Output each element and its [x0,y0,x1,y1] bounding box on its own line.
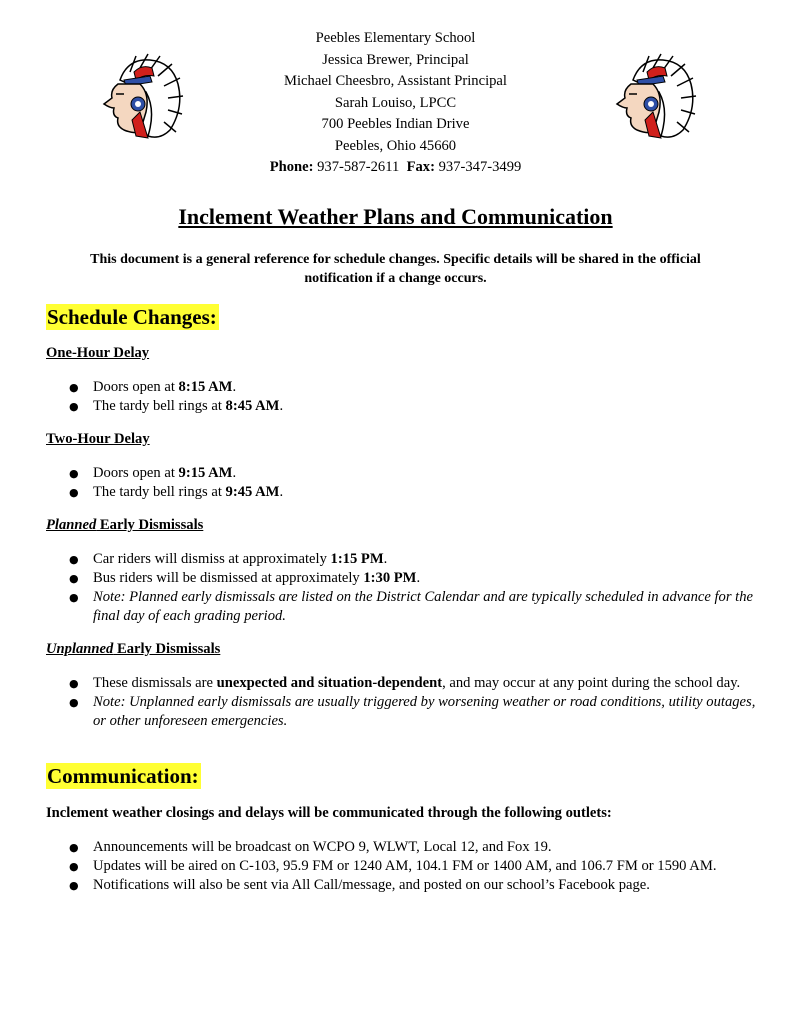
intro-paragraph: This document is a general reference for schedule changes. Specific details will be shared in the official notification if a change occurs. [90,252,701,286]
planned-early-dismissals-heading: Planned Early Dismissals [46,517,204,533]
list-item: ● These dismissals are unexpected and situation-dependent, and may occur at any point during the school day. [46,674,756,693]
list-item: ● Announcements will be broadcast on WCPO 9, WLWT, Local 12, and Fox 19. [46,838,756,857]
unplanned-dismissals-note: ● Note: Unplanned early dismissals are usually triggered by worsening weather or road conditions, utility outages, or other unforeseen emergencies. [46,693,756,731]
one-hour-delay-list [46,378,756,416]
one-hour-delay-heading: One-Hour Delay [46,345,150,361]
list-item: ● Updates will be aired on C-103, 95.9 FM or 1240 AM, 104.1 FM or 1400 AM, and 106.7 FM or 1590 AM. [46,857,756,876]
list-item: ● Car riders will dismiss at approximately 1:15 PM. [46,550,756,569]
letterhead [0,28,791,179]
fax-number: 937-347-3499 [438,159,522,175]
planned-dismissals-list [46,550,756,626]
communication-lead: Inclement weather closings and delays will be communicated through the following outlets: [46,805,612,821]
school-name: Peebles Elementary School [315,30,476,46]
list-item: ● Bus riders will be dismissed at approximately 1:30 PM. [46,569,756,588]
communication-list [46,838,756,895]
unplanned-early-dismissals-heading: Unplanned Early Dismissals [46,641,221,657]
phone-number: 937-587-2611 [317,159,400,175]
list-item: ● Notifications will also be sent via All Call/message, and posted on our school’s Facebook page. [46,876,756,895]
principal-line: Jessica Brewer, Principal [322,51,469,68]
two-hour-delay-list [46,464,756,502]
communication-heading: Communication: [47,764,199,788]
schedule-changes-heading: Schedule Changes: [47,305,217,329]
list-item: ● Doors open at 9:15 AM. [46,464,756,483]
unplanned-dismissals-list [46,674,756,731]
two-hour-delay-heading: Two-Hour Delay [46,431,150,447]
fax-label: Fax: [406,159,435,175]
city-state-zip: Peebles, Ohio 45660 [334,137,457,154]
page-title: Inclement Weather Plans and Communication [178,204,613,229]
list-item: ● Doors open at 8:15 AM. [46,378,756,397]
counselor-line: Sarah Louiso, LPCC [334,94,457,111]
phone-label: Phone: [269,159,314,175]
assistant-principal-line: Michael Cheesbro, Assistant Principal [284,73,507,89]
list-item: ● The tardy bell rings at 8:45 AM. [46,397,756,416]
street-address: 700 Peebles Indian Drive [321,116,470,132]
planned-dismissals-note: ● Note: Planned early dismissals are listed on the District Calendar and are typically scheduled in advance for the final day of each grading period. [46,588,756,626]
contact-line [0,157,791,179]
list-item: ● The tardy bell rings at 9:45 AM. [46,483,756,502]
